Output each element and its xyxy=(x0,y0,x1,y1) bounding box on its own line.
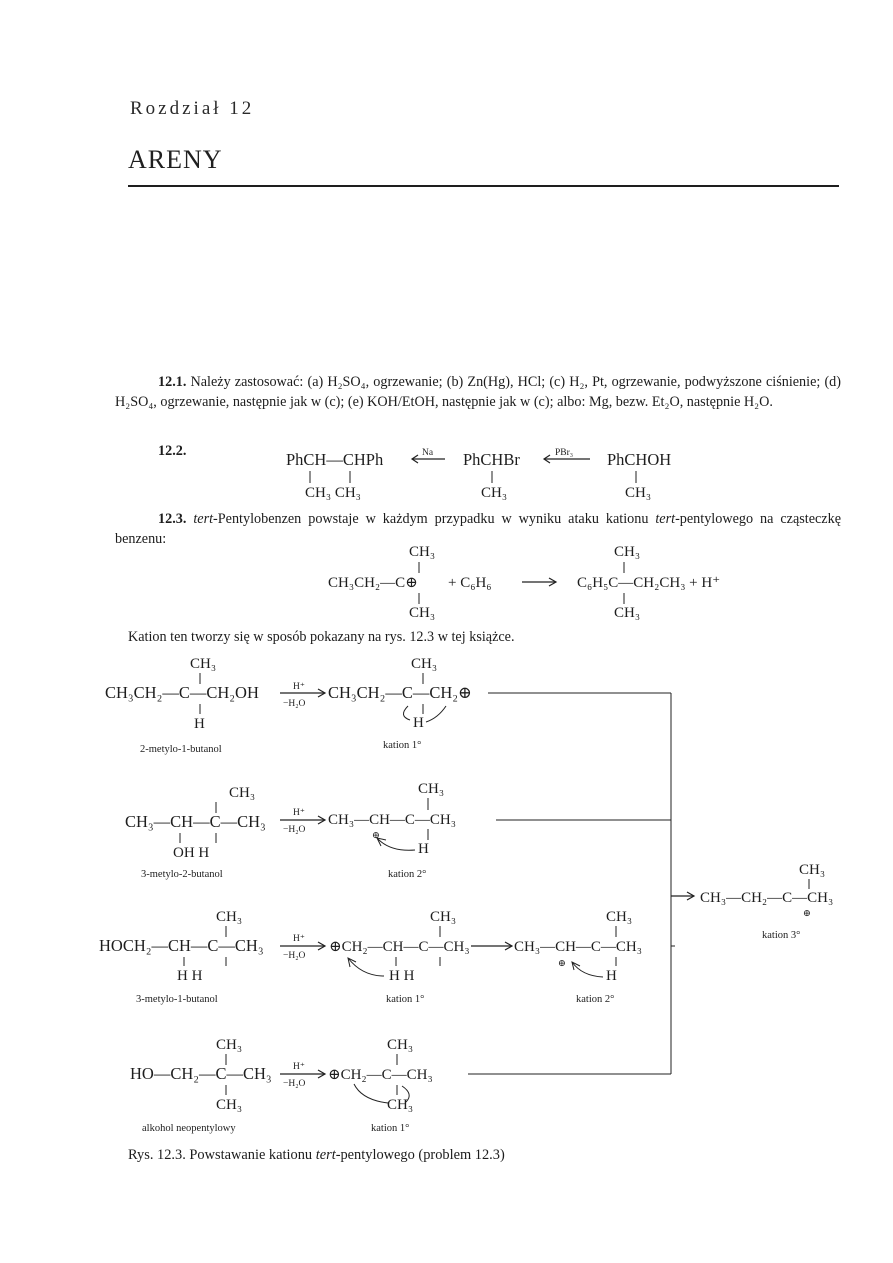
scheme-122-compound-2-methyl: CH₃ xyxy=(481,485,508,501)
r3-cat2-label: kation 2° xyxy=(576,994,615,1005)
r3-cat2-h: H xyxy=(606,968,617,984)
r4-cation: ⊕CH₂—C—CH₃ xyxy=(328,1067,433,1083)
r3-sub-label: 3-metylo-1-butanol xyxy=(136,994,218,1005)
r3-sub-bottom: H H xyxy=(177,968,203,984)
r2-cat-top: CH₃ xyxy=(418,781,445,797)
r4-reagent-water: −H₂O xyxy=(283,1079,306,1089)
r3-cat1-top: CH₃ xyxy=(430,909,457,925)
caption-italic: tert xyxy=(315,1147,336,1163)
r4-sub-label: alkohol neopentylowy xyxy=(142,1123,236,1134)
problem-12-3-number: 12.3. xyxy=(158,511,187,527)
r3-cation-1: ⊕CH₂—CH—C—CH₃ xyxy=(329,939,470,955)
eq-cation-top-methyl: CH₃ xyxy=(409,544,436,560)
r4-sub-top: CH₃ xyxy=(216,1037,243,1053)
r1-cat-h: H xyxy=(413,715,424,731)
problem-12-1-number: 12.1. xyxy=(158,374,187,390)
product-top: CH₃ xyxy=(799,862,826,878)
r3-cat1-label: kation 1° xyxy=(386,994,425,1005)
r2-cation-charge: ⊕ xyxy=(372,831,380,841)
r2-cat-h: H xyxy=(418,841,429,857)
product-label: kation 3° xyxy=(762,930,801,941)
r4-substrate: HO—CH₂—C—CH₃ xyxy=(130,1064,272,1083)
r1-cat-label: kation 1° xyxy=(383,740,422,751)
r2-substrate: CH₃—CH—C—CH₃ xyxy=(125,812,266,831)
scheme-122-compound-1: PhCH—CHPh xyxy=(286,450,384,469)
r2-sub-bottom: OH H xyxy=(173,845,210,861)
r3-sub-top: CH₃ xyxy=(216,909,243,925)
problem-12-3-italic: tert xyxy=(193,511,214,527)
r1-sub-label: 2-metylo-1-butanol xyxy=(140,744,222,755)
problem-12-1-text: Należy zastosować: (a) H₂SO₄, ogrzewanie; (b) Zn(Hg), HCl; (c) H₂, Pt, ogrzewanie, podwyższone ciśnienie; (d) H₂SO₄, ogrzewanie, następnie jak w (c); (e) KOH/EtOH, następnie jak w (c); albo: Mg, bezw. Et₂O, następnie H₂O. xyxy=(115,374,841,410)
eq-benzene: + C₆H₆ xyxy=(448,575,492,591)
r2-reagent-h: H⁺ xyxy=(293,808,305,818)
r2-reagent-water: −H₂O xyxy=(283,825,306,835)
r4-reagent-h: H⁺ xyxy=(293,1062,305,1072)
eq-cation: CH₃CH₂—C⊕ xyxy=(328,575,418,591)
r3-substrate: HOCH₂—CH—C—CH₃ xyxy=(99,936,264,955)
product-formula: CH₃—CH₂—C—CH₃ xyxy=(700,890,834,906)
problem-12-2-number: 12.2. xyxy=(158,443,187,459)
scheme-122-reagent-pbr3: PBr₃ xyxy=(555,448,574,458)
scheme-122-compound-1-methyls: CH₃ CH₃ xyxy=(305,485,361,501)
caption-suffix: -pentylowego (problem 12.3) xyxy=(335,1147,505,1163)
r4-sub-bottom: CH₃ xyxy=(216,1097,243,1113)
problem-12-3-italic-2: tert xyxy=(655,511,676,527)
r3-reagent-water: −H₂O xyxy=(283,951,306,961)
r1-cat-top: CH₃ xyxy=(411,656,438,672)
r1-sub-top: CH₃ xyxy=(190,656,217,672)
r1-sub-bottom: H xyxy=(194,716,205,732)
eq-product: C₆H₅C—CH₂CH₃ + H⁺ xyxy=(577,575,721,591)
chapter-title: ARENY xyxy=(128,145,223,174)
eq-product-top-methyl: CH₃ xyxy=(614,544,641,560)
r1-cation: CH₃CH₂—C—CH₂⊕ xyxy=(328,683,472,702)
r4-cat-top: CH₃ xyxy=(387,1037,414,1053)
scheme-122-compound-3-methyl: CH₃ xyxy=(625,485,652,501)
r2-cation: CH₃—CH—C—CH₃ xyxy=(328,812,456,828)
r3-reagent-h: H⁺ xyxy=(293,934,305,944)
r3-cation-2-charge: ⊕ xyxy=(558,959,566,969)
r1-reagent-water: −H₂O xyxy=(283,699,306,709)
scheme-122-compound-2: PhCHBr xyxy=(463,450,520,469)
problem-12-3-text-b: -pentylowego na cząsteczkę benzenu: xyxy=(115,511,841,547)
r1-substrate: CH₃CH₂—C—CH₂OH xyxy=(105,683,259,702)
r3-cat2-top: CH₃ xyxy=(606,909,633,925)
product-charge: ⊕ xyxy=(803,909,811,919)
problem-12-3-text-a: -Pentylobenzen powstaje w każdym przypadku w wyniku ataku kationu xyxy=(213,511,656,527)
r2-cat-label: kation 2° xyxy=(388,869,427,880)
scheme-122-reagent-na: Na xyxy=(422,448,434,458)
eq-cation-bottom-methyl: CH₃ xyxy=(409,605,436,621)
r3-cation-2: CH₃—CH—C—CH₃ xyxy=(514,939,642,955)
r2-sub-label: 3-metylo-2-butanol xyxy=(141,869,223,880)
caption-prefix: Rys. 12.3. Powstawanie kationu xyxy=(128,1147,316,1163)
eq-product-bottom-methyl: CH₃ xyxy=(614,605,641,621)
r1-reagent-h: H⁺ xyxy=(293,682,305,692)
r4-cat-label: kation 1° xyxy=(371,1123,410,1134)
scheme-122-compound-3: PhCHOH xyxy=(607,450,672,469)
problem-12-3-after: Kation ten tworzy się w sposób pokazany na rys. 12.3 w tej książce. xyxy=(128,629,515,645)
figure-caption xyxy=(128,1147,505,1164)
chapter-number: Rozdział 12 xyxy=(130,98,255,119)
r4-cat-bottom: CH₃ xyxy=(387,1097,414,1113)
r2-sub-top: CH₃ xyxy=(229,785,256,801)
r3-cat1-bottom: H H xyxy=(389,968,415,984)
